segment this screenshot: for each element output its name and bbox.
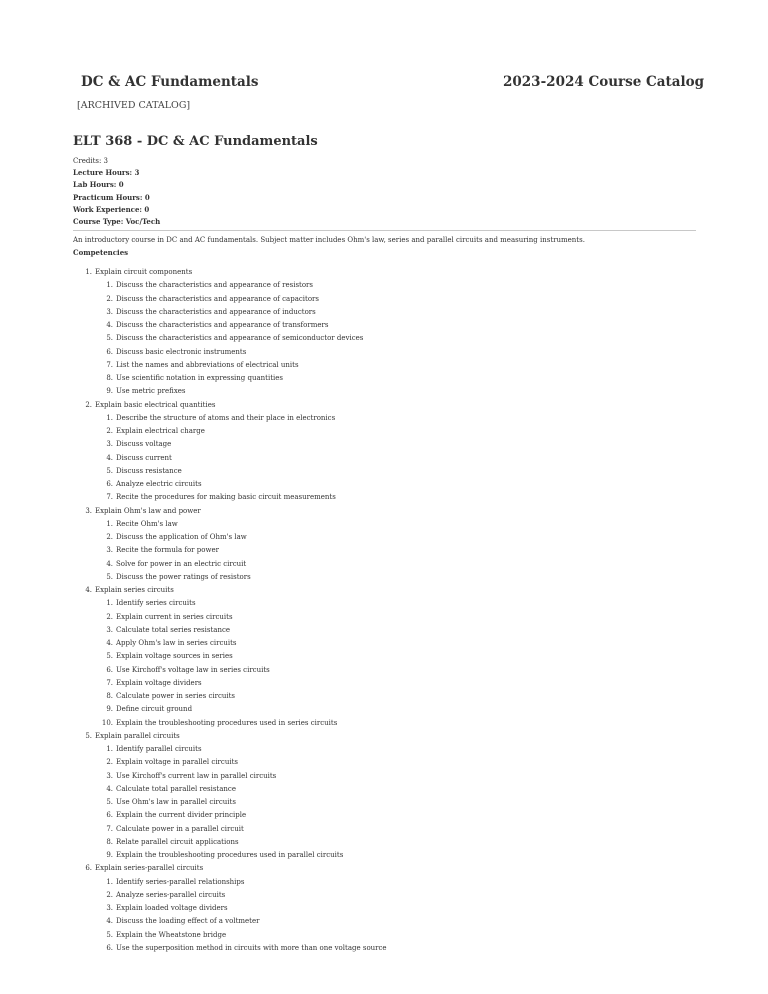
competency-subitem: [76, 531, 686, 544]
list-number: 5.: [106, 798, 113, 806]
list-text: Discuss the loading effect of a voltmeter: [116, 917, 260, 926]
competency-subitem: [76, 849, 686, 862]
list-text: Recite Ohm's law: [116, 519, 178, 528]
course-description: An introductory course in DC and AC fundamentals. Subject matter includes Ohm's law, series and parallel circuits and measuring instruments.: [73, 236, 585, 244]
list-text: Analyze electric circuits: [116, 480, 202, 488]
list-text: Recite the procedures for making basic circuit measurements: [116, 493, 336, 502]
list-text: Use Kirchoff's voltage law in series circuits: [116, 665, 270, 674]
list-text: Discuss resistance: [116, 466, 182, 475]
competency-subitem: [76, 359, 686, 372]
competency-subitem: [76, 491, 686, 504]
competency-subitem: [76, 452, 686, 465]
competency-subitem: [76, 385, 686, 398]
list-number: 4.: [106, 639, 113, 647]
list-text: Explain current in series circuits: [116, 612, 233, 621]
list-number: 1.: [106, 413, 113, 422]
competency-subitem: [76, 889, 686, 902]
list-number: 3.: [106, 904, 113, 912]
list-text: Use Kirchoff's current law in parallel circuits: [116, 771, 277, 780]
list-text: Explain basic electrical quantities: [95, 400, 216, 409]
list-number: 2.: [106, 427, 113, 435]
competency-subitem: [76, 571, 686, 584]
list-text: Explain circuit components: [95, 268, 193, 276]
program-title: DC & AC Fundamentals: [81, 74, 259, 90]
list-number: 1.: [106, 877, 113, 886]
list-text: Explain loaded voltage dividers: [116, 904, 228, 912]
divider: [73, 230, 696, 231]
list-text: Discuss basic electronic instruments: [116, 347, 247, 356]
list-text: Use metric prefixes: [116, 387, 186, 396]
list-number: 2.: [106, 890, 113, 899]
list-number: 7.: [106, 824, 113, 833]
competency-subitem: [76, 809, 686, 822]
list-text: Explain the troubleshooting procedures used in parallel circuits: [116, 851, 344, 859]
list-text: Apply Ohm's law in series circuits: [116, 639, 237, 647]
competency-item: [76, 505, 686, 518]
list-number: 8.: [106, 692, 113, 700]
competency-subitem: [76, 465, 686, 478]
list-number: 1.: [106, 745, 113, 753]
list-text: Explain the Wheatstone bridge: [116, 930, 227, 939]
list-number: 4.: [85, 586, 92, 594]
list-number: 5.: [106, 334, 113, 343]
competency-subitem: [76, 650, 686, 663]
list-text: Explain series circuits: [95, 586, 174, 594]
course-meta: [73, 155, 160, 228]
competency-subitem: [76, 690, 686, 703]
list-number: 3.: [106, 546, 113, 555]
list-text: Describe the structure of atoms and their place in electronics: [116, 413, 336, 422]
competency-subitem: [76, 796, 686, 809]
list-text: Explain Ohm's law and power: [95, 506, 201, 515]
competency-subitem: [76, 279, 686, 292]
competency-subitem: [76, 478, 686, 491]
list-number: 5.: [106, 466, 113, 475]
competency-subitem: [76, 677, 686, 690]
list-number: 4.: [106, 784, 113, 793]
competency-subitem: [76, 624, 686, 637]
list-text: Explain series-parallel circuits: [95, 864, 204, 873]
competency-subitem: [76, 929, 686, 942]
list-text: Use Ohm's law in parallel circuits: [116, 798, 236, 806]
lab-hours: Lab Hours: 0: [73, 180, 124, 190]
practicum-hours: Practicum Hours: 0: [73, 192, 150, 202]
list-number: 1.: [106, 599, 113, 608]
list-text: Discuss the power ratings of resistors: [116, 572, 251, 581]
list-text: Identify series circuits: [116, 599, 196, 608]
list-text: Calculate power in series circuits: [116, 692, 236, 700]
list-number: 3.: [85, 506, 92, 515]
competency-subitem: [76, 306, 686, 319]
list-number: 2.: [106, 612, 113, 621]
competency-subitem: [76, 717, 686, 730]
list-number: 4.: [106, 453, 113, 462]
list-text: Explain voltage dividers: [116, 678, 202, 687]
list-number: 6.: [85, 864, 92, 873]
competency-subitem: [76, 902, 686, 915]
competency-subitem: [76, 703, 686, 716]
list-number: 6.: [106, 665, 113, 674]
list-number: 4.: [106, 917, 113, 926]
competency-item: [76, 399, 686, 412]
list-number: 9.: [106, 705, 113, 714]
list-text: Use scientific notation in expressing quantities: [116, 374, 284, 382]
list-number: 9.: [106, 387, 113, 396]
list-number: 5.: [106, 930, 113, 939]
list-number: 6.: [106, 347, 113, 356]
competency-subitem: [76, 743, 686, 756]
competency-subitem: [76, 836, 686, 849]
list-number: 4.: [106, 321, 113, 329]
competency-subitem: [76, 783, 686, 796]
competency-item: [76, 862, 686, 875]
work-experience: Work Experience: 0: [73, 204, 150, 214]
list-text: Calculate total series resistance: [116, 625, 231, 634]
list-text: Use the superposition method in circuits with more than one voltage source: [116, 943, 387, 952]
list-text: Discuss the characteristics and appearance of semiconductor devices: [116, 334, 364, 343]
list-text: Calculate power in a parallel circuit: [116, 824, 244, 833]
list-number: 2.: [85, 400, 92, 409]
list-text: Explain the troubleshooting procedures used in series circuits: [116, 718, 338, 727]
list-text: Explain voltage sources in series: [116, 652, 233, 661]
competency-subitem: [76, 346, 686, 359]
list-text: Identify series-parallel relationships: [116, 877, 245, 886]
competencies-heading: Competencies: [73, 248, 129, 257]
competency-subitem: [76, 942, 686, 955]
competency-subitem: [76, 518, 686, 531]
list-text: Recite the formula for power: [116, 546, 219, 555]
list-number: 5.: [106, 652, 113, 661]
list-number: 3.: [106, 625, 113, 634]
catalog-title: 2023-2024 Course Catalog: [503, 74, 705, 90]
competency-subitem: [76, 637, 686, 650]
competency-subitem: [76, 332, 686, 345]
list-number: 1.: [85, 268, 92, 276]
list-text: Explain parallel circuits: [95, 731, 180, 740]
list-number: 7.: [106, 678, 113, 687]
credits: Credits: 3: [73, 157, 109, 165]
list-text: Explain the current divider principle: [116, 811, 247, 820]
list-number: 7.: [106, 360, 113, 369]
list-number: 1.: [106, 519, 113, 528]
list-number: 5.: [106, 572, 113, 581]
competency-subitem: [76, 558, 686, 571]
list-number: 5.: [85, 731, 92, 740]
competency-item: [76, 584, 686, 597]
list-number: 9.: [106, 851, 113, 859]
list-text: Solve for power in an electric circuit: [116, 559, 247, 568]
list-number: 8.: [106, 374, 113, 382]
list-number: 8.: [106, 837, 113, 846]
list-text: Define circuit ground: [116, 705, 193, 714]
competency-subitem: [76, 425, 686, 438]
list-text: Calculate total parallel resistance: [116, 784, 236, 793]
competency-subitem: [76, 319, 686, 332]
competency-subitem: [76, 544, 686, 557]
course-title: ELT 368 - DC & AC Fundamentals: [73, 134, 318, 149]
list-number: 1.: [106, 281, 113, 290]
list-text: Analyze series-parallel circuits: [116, 890, 226, 899]
list-text: Discuss the characteristics and appearance of resistors: [116, 281, 313, 290]
competency-subitem: [76, 372, 686, 385]
competency-subitem: [76, 770, 686, 783]
competency-subitem: [76, 664, 686, 677]
competency-subitem: [76, 611, 686, 624]
lecture-hours: Lecture Hours: 3: [73, 168, 140, 178]
list-number: 3.: [106, 440, 113, 449]
list-text: Explain voltage in parallel circuits: [116, 758, 238, 767]
list-text: Discuss current: [116, 453, 172, 462]
list-number: 2.: [106, 533, 113, 541]
list-text: Discuss the characteristics and appearance of transformers: [116, 321, 329, 329]
competency-subitem: [76, 756, 686, 769]
competency-subitem: [76, 293, 686, 306]
competency-item: [76, 266, 686, 279]
list-number: 6.: [106, 480, 113, 488]
list-text: List the names and abbreviations of electrical units: [116, 360, 299, 369]
competency-subitem: [76, 438, 686, 451]
list-number: 3.: [106, 307, 113, 316]
list-text: Discuss the characteristics and appearance of inductors: [116, 307, 316, 316]
list-number: 3.: [106, 771, 113, 780]
list-number: 6.: [106, 811, 113, 820]
list-number: 10.: [101, 718, 113, 727]
list-text: Discuss the application of Ohm's law: [116, 533, 247, 541]
list-number: 2.: [106, 294, 113, 303]
list-text: Identify parallel circuits: [116, 745, 202, 753]
competency-subitem: [76, 915, 686, 928]
competency-subitem: [76, 876, 686, 889]
list-text: Discuss voltage: [116, 440, 172, 449]
competencies-list: [76, 266, 686, 955]
list-text: Explain electrical charge: [116, 427, 205, 435]
list-number: 2.: [106, 758, 113, 767]
list-number: 7.: [106, 493, 113, 502]
competency-subitem: [76, 823, 686, 836]
archived-label: [ARCHIVED CATALOG]: [77, 100, 191, 111]
competency-subitem: [76, 597, 686, 610]
list-text: Discuss the characteristics and appearance of capacitors: [116, 294, 319, 303]
course-type: Course Type: Voc/Tech: [73, 217, 161, 227]
competency-subitem: [76, 412, 686, 425]
list-number: 6.: [106, 943, 113, 952]
list-number: 4.: [106, 559, 113, 568]
competency-item: [76, 730, 686, 743]
list-text: Relate parallel circuit applications: [116, 837, 239, 846]
